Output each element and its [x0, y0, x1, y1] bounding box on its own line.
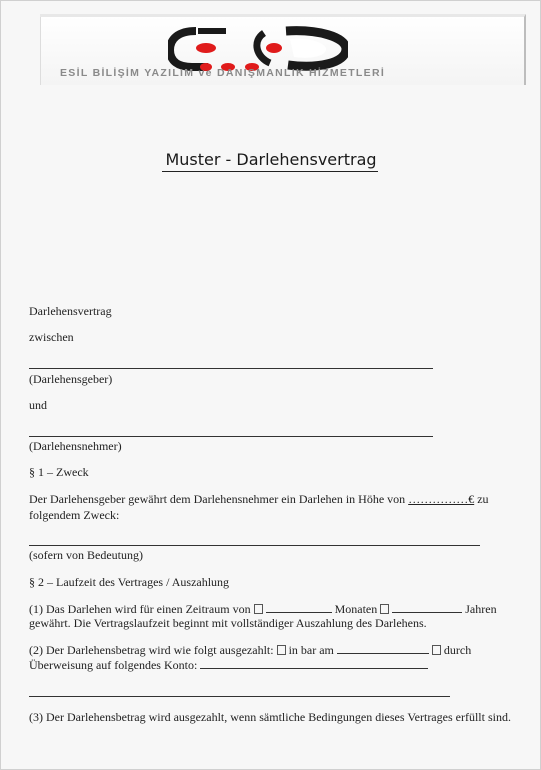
loan-amount-field: ……………€	[408, 492, 475, 506]
section-1-note: (sofern von Bedeutung)	[29, 548, 143, 562]
paragraph-3: (3) Der Darlehensbetrag wird ausgezahlt, wenn sämtliche Bedingungen dieses Vertrages erfüllt sind.	[29, 710, 511, 724]
contract-intro: Darlehensvertrag	[29, 304, 112, 318]
account-blank	[200, 657, 428, 669]
and-label: und	[29, 398, 47, 412]
checkbox-icon	[380, 604, 389, 614]
borrower-label: (Darlehensnehmer)	[29, 439, 122, 453]
account-label: Überweisung auf folgendes Konto:	[29, 658, 198, 672]
years-label: Jahren	[465, 602, 497, 616]
section-2-title: § 2 – Laufzeit des Vertrages / Auszahlung	[29, 575, 230, 589]
paragraph-1-line-1	[29, 601, 497, 616]
paragraph-2-line-1	[29, 642, 471, 657]
checkbox-icon	[277, 645, 286, 655]
years-blank	[392, 601, 462, 613]
lender-blank	[29, 368, 433, 369]
company-name: ESİL BİLİŞİM YAZILIM ve DANIŞMANLIK HİZMETLERİ	[60, 67, 386, 79]
lender-label: (Darlehensgeber)	[29, 372, 113, 386]
between-label: zwischen	[29, 330, 74, 344]
paragraph-1-text: (1) Das Darlehen wird für einen Zeitraum von	[29, 602, 251, 616]
section-1-text-a: Der Darlehensgeber gewährt dem Darlehensnehmer ein Darlehen in Höhe von	[29, 492, 406, 506]
months-blank	[266, 601, 332, 613]
section-1-text	[29, 492, 489, 506]
cash-label: in bar am	[288, 643, 334, 657]
paragraph-2-line-2	[29, 657, 428, 672]
borrower-blank	[29, 436, 433, 437]
section-1-title: § 1 – Zweck	[29, 465, 89, 479]
months-label: Monaten	[334, 602, 378, 616]
purpose-blank	[29, 545, 480, 546]
cash-date-blank	[337, 642, 429, 654]
title-underline	[162, 171, 378, 172]
paragraph-1-line-2: gewährt. Die Vertragslaufzeit beginnt mit vollständiger Auszahlung des Darlehens.	[29, 616, 427, 630]
document-title: Muster - Darlehensvertrag	[165, 150, 377, 169]
section-1-text-b: zu	[477, 492, 489, 506]
letterhead-rule	[40, 17, 41, 85]
checkbox-icon	[254, 604, 263, 614]
account-blank-2	[29, 696, 450, 697]
paragraph-2-text: (2) Der Darlehensbetrag wird wie folgt ausgezahlt:	[29, 643, 274, 657]
section-1-purpose: folgendem Zweck:	[29, 508, 120, 522]
checkbox-icon	[432, 645, 441, 655]
through-label: durch	[443, 643, 472, 657]
